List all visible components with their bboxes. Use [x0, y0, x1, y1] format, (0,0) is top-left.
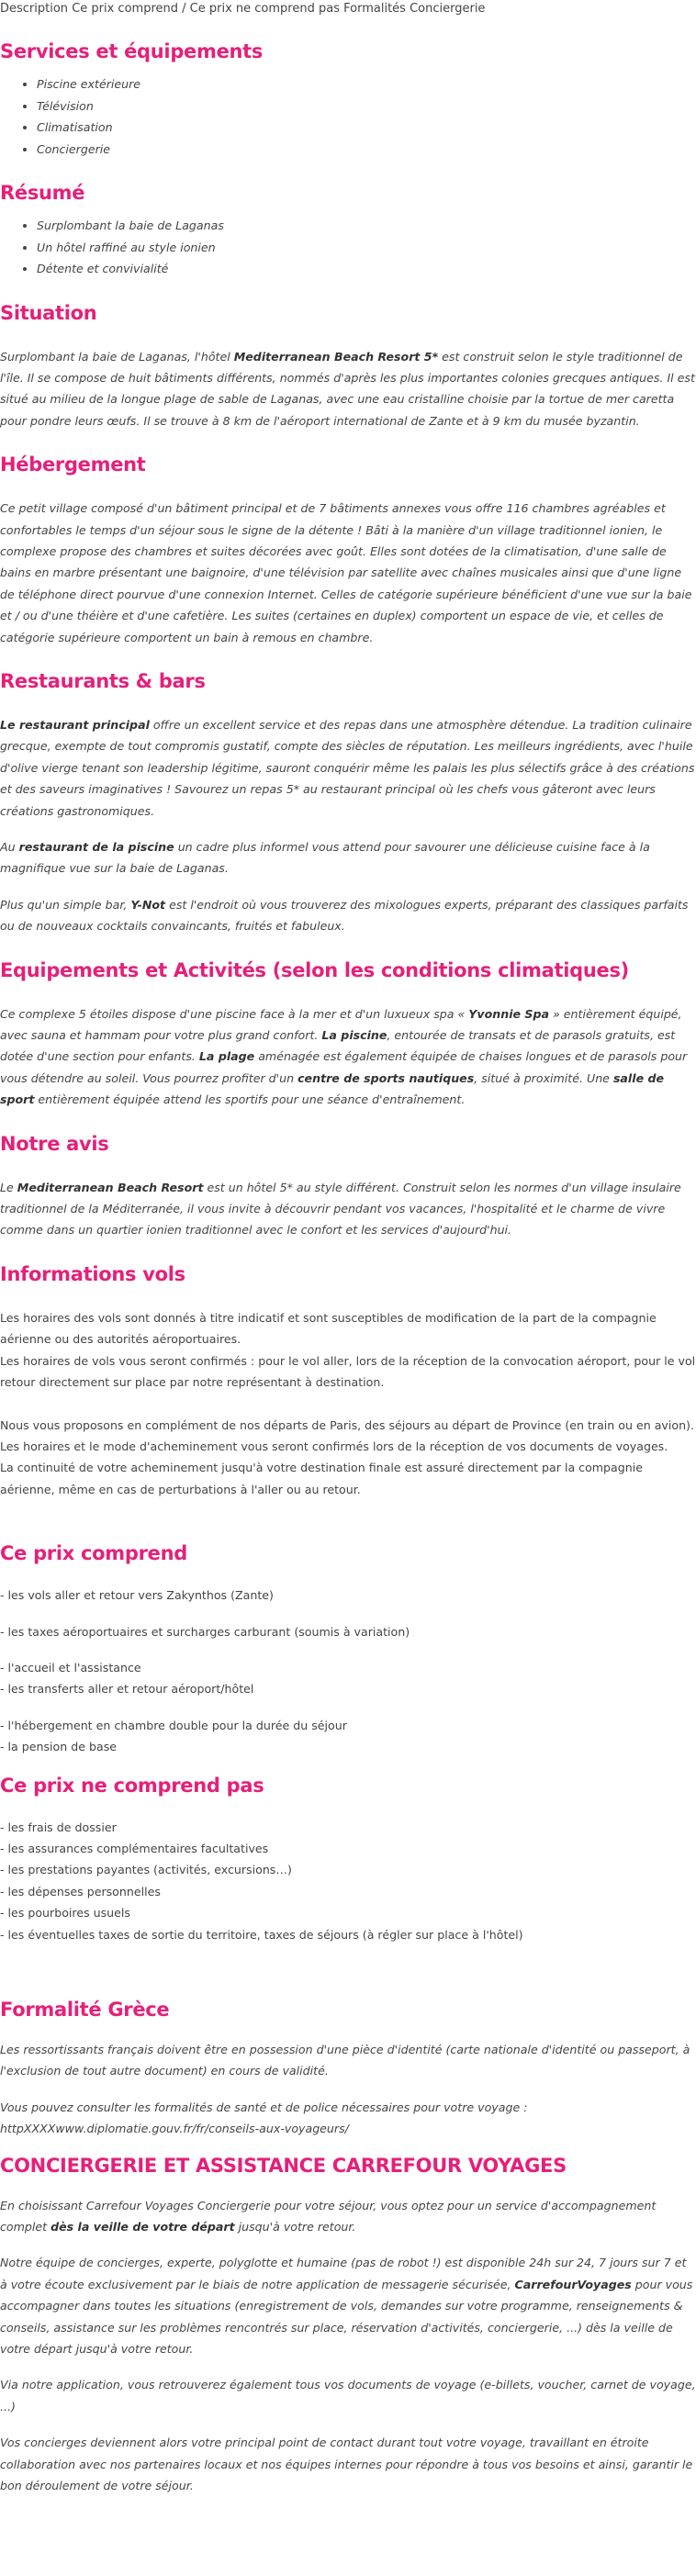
avis-text: Le Mediterranean Beach Resort est un hôtel 5* au style différent. Construit selon les normes d'un village insulaire traditionnel de la Méditerranée, il vous invite à découvrir pendant vos vacances, l'hospitalité et le charme de vivre comme dans un quartier ionien traditionnel avec le confort et les services d'aujourd'hui. — [0, 1180, 681, 1238]
ne-comprend-item: - les prestations payantes (activités, excursions…) — [0, 1863, 292, 1877]
tab-description[interactable]: Description — [0, 2, 69, 16]
tab-formalites[interactable]: Formalités — [343, 2, 406, 16]
vols-line: Les horaires des vols sont donnés à titre indicatif et sont susceptibles de modification de la part de la compagnie aérienne ou des autorités aéroportuaires. — [0, 1310, 657, 1347]
hebergement-text: Ce petit village composé d'un bâtiment principal et de 7 bâtiments annexes vous offre 116 chambres agréables et confortables le temps d'un séjour sous le signe de la détente ! Bâti à la manière d'un village traditionnel ionien, le complexe propose des chambres et suites décorées avec goût. Elles sont dotées de la climatisation, d'une salle de bains en marbre présentant une baignoire, d'une télévision par satellite avec chaînes musicales ainsi que d'une ligne de téléphone direct pourvue d'une connexion Internet. Celles de catégorie supérieure bénéficient d'une vue sur la baie et / ou d'une théière et d'une cafetière. Les suites (certaines en duplex) comportent un espace de vie, et celles de catégorie supérieure comportent un bain à remous en chambre. — [0, 501, 692, 644]
vols-line: Les horaires de vols vous seront confirmés : pour le vol aller, lors de la réception de la convocation aéroport, pour le vol retour directement sur place par notre représentant à destination. — [0, 1353, 696, 1390]
ne-comprend-title: Ce prix ne comprend pas — [0, 1774, 264, 1797]
resume-title: Résumé — [0, 182, 85, 204]
ne-comprend-item: - les pourboires usuels — [0, 1906, 130, 1921]
avis-title: Notre avis — [0, 1132, 109, 1155]
resume-item: • Détente et convivialité — [37, 258, 696, 280]
situation-text: Surplombant la baie de Laganas, l'hôtel Mediterranean Beach Resort 5* est construit selon le style traditionnel de l'île. Il se compose de huit bâtiments différents, nommés d'après les plus importantes colonies grecques antiques. Il est situé au milieu de la longue plage de sable de Laganas, avec une eau cristalline choisie par la tortue de mer caretta pour pondre leurs œufs. Il se trouve à 8 km de l'aéroport international de Zante et à 9 km du musée byzantin. — [0, 349, 695, 428]
services-item: • Piscine extérieure — [37, 73, 696, 95]
comprend-item: - les transferts aller et retour aéroport/hôtel — [0, 1682, 254, 1697]
services-title: Services et équipements — [0, 40, 264, 62]
ne-comprend-item: - les assurances complémentaires facultatives — [0, 1841, 269, 1855]
vols-line: Nous vous proposons en complément de nos départs de Paris, des séjours au départ de Province (en train ou en avion). — [0, 1417, 694, 1432]
tab-conciergerie[interactable]: Conciergerie — [410, 2, 486, 16]
formalite-text-2: Vous pouvez consulter les formalités de santé et de police nécessaires pour votre voyage : httpXXXXwww.diplomatie.gouv.fr/fr/conseils-aux-voyageurs/ — [0, 2100, 528, 2136]
equipements-text: Ce complexe 5 étoiles dispose d'une piscine face à la mer et d'un luxueux spa « Yvonnie Spa » entièrement équipé, avec sauna et hammam pour votre plus grand confort. La piscine, entourée de transats et de parasols gratuits, est dotée d'une section pour enfants. La plage aménagée est également équipée de chaises longues et de parasols pour vous détendre au soleil. Vous pourrez profiter d'un centre de sports nautiques, situé à proximité. Une salle de sport entièrement équipée attend les sportifs pour une séance d'entraînement. — [0, 1006, 688, 1107]
conciergerie-text-3: Via notre application, vous retrouverez également tous vos documents de voyage (e-billets, voucher, carnet de voyage, ...) — [0, 2378, 696, 2414]
resume-list — [0, 215, 696, 280]
resume-item: • Un hôtel raffiné au style ionien — [37, 237, 696, 259]
services-list — [0, 73, 696, 160]
comprend-item: - les vols aller et retour vers Zakynthos (Zante) — [0, 1588, 274, 1603]
restaurants-text-2: Au restaurant de la piscine un cadre plus informel vous attend pour savourer une délicieuse cuisine face à la magnifique vue sur la baie de Laganas. — [0, 840, 650, 876]
ne-comprend-item: - les éventuelles taxes de sortie du territoire, taxes de séjours (à régler sur place à l'hôtel) — [0, 1927, 523, 1942]
comprend-list — [0, 1585, 696, 1757]
vols-line: La continuité de votre acheminement jusqu'à votre destination finale est assuré directement par la compagnie aérienne, même en cas de perturbations à l'aller ou au retour. — [0, 1461, 643, 1496]
tab-ne-comprend[interactable]: Ce prix ne comprend pas — [189, 2, 340, 16]
services-item: • Conciergerie — [37, 139, 696, 161]
comprend-title: Ce prix comprend — [0, 1542, 187, 1565]
ne-comprend-item: - les frais de dossier — [0, 1820, 117, 1834]
separator: / — [182, 2, 186, 16]
vols-line: Les horaires et le mode d'acheminement vous seront confirmés lors de la réception de vos documents de voyages. — [0, 1439, 668, 1453]
vols-title: Informations vols — [0, 1262, 185, 1285]
conciergerie-text-1: En choisissant Carrefour Voyages Conciergerie pour votre séjour, vous optez pour un service d'accompagnement complet dès la veille de votre départ jusqu'à votre retour. — [0, 2198, 657, 2234]
restaurants-text-3: Plus qu'un simple bar, Y-Not est l'endroit où vous trouverez des mixologues experts, préparant des classiques parfaits ou de nouveaux cocktails convaincants, fruités et fabuleux. — [0, 897, 689, 934]
resume-item: • Surplombant la baie de Laganas — [37, 215, 696, 237]
comprend-item: - la pension de base — [0, 1740, 118, 1754]
conciergerie-text-2: Notre équipe de concierges, experte, polyglotte et humaine (pas de robot !) est disponible 24h sur 24, 7 jours sur 7 et à votre écoute exclusivement par le biais de notre application de messagerie sécurisée, CarrefourVoyages pour vous accompagner dans toutes les situations (enregistrement de vols, demandes sur votre programme, renseignements & conseils, assistance sur les problèmes rencontrés sur place, réservation d'activités, conciergerie, ...) dès la veille de votre départ jusqu'à votre retour. — [0, 2256, 693, 2357]
comprend-item: - l'accueil et l'assistance — [0, 1660, 141, 1674]
restaurants-text-1: Le restaurant principal offre un excellent service et des repas dans une atmosphère détendue. La tradition culinaire grecque, exempte de tout compromis gustatif, compte des siècles de réputation. Les meilleurs ingrédients, avec l'huile d'olive vierge tenant son leadership légitime, sauront conquérir même les palais les plus sélectifs grâce à des créations et des saveurs imaginatives ! Savourez un repas 5* au restaurant principal où les chefs vous gâteront avec leurs créations gastronomiques. — [0, 717, 695, 818]
restaurants-title: Restaurants & bars — [0, 669, 206, 692]
comprend-item: - les taxes aéroportuaires et surcharges carburant (soumis à variation) — [0, 1624, 410, 1639]
formalite-title: Formalité Grèce — [0, 1999, 170, 2021]
situation-title: Situation — [0, 301, 97, 324]
ne-comprend-list — [0, 1817, 696, 1945]
conciergerie-text-4: Vos concierges deviennent alors votre principal point de contact durant tout votre voyage, travaillant en étroite collaboration avec nos partenaires locaux et nos équipes internes pour répondre à tous vos besoins et ainsi, garantir le bon déroulement de votre séjour. — [0, 2436, 693, 2493]
tab-comprend[interactable]: Ce prix comprend — [72, 2, 178, 16]
services-item: • Climatisation — [37, 117, 696, 139]
formalite-text-1: Les ressortissants français doivent être en possession d'une pièce d'identité (carte nationale d'identité ou passeport, à l'exclusion de tout autre document) en cours de validité. — [0, 2043, 690, 2078]
comprend-item: - l'hébergement en chambre double pour la durée du séjour — [0, 1718, 347, 1732]
hebergement-title: Hébergement — [0, 454, 146, 476]
tab-links — [0, 0, 696, 18]
ne-comprend-item: - les dépenses personnelles — [0, 1884, 161, 1898]
equipements-title: Equipements et Activités (selon les conditions climatiques) — [0, 958, 629, 981]
vols-text — [0, 1307, 696, 1500]
services-item: • Télévision — [37, 95, 696, 118]
conciergerie-title: CONCIERGERIE ET ASSISTANCE CARREFOUR VOYAGES — [0, 2154, 567, 2177]
